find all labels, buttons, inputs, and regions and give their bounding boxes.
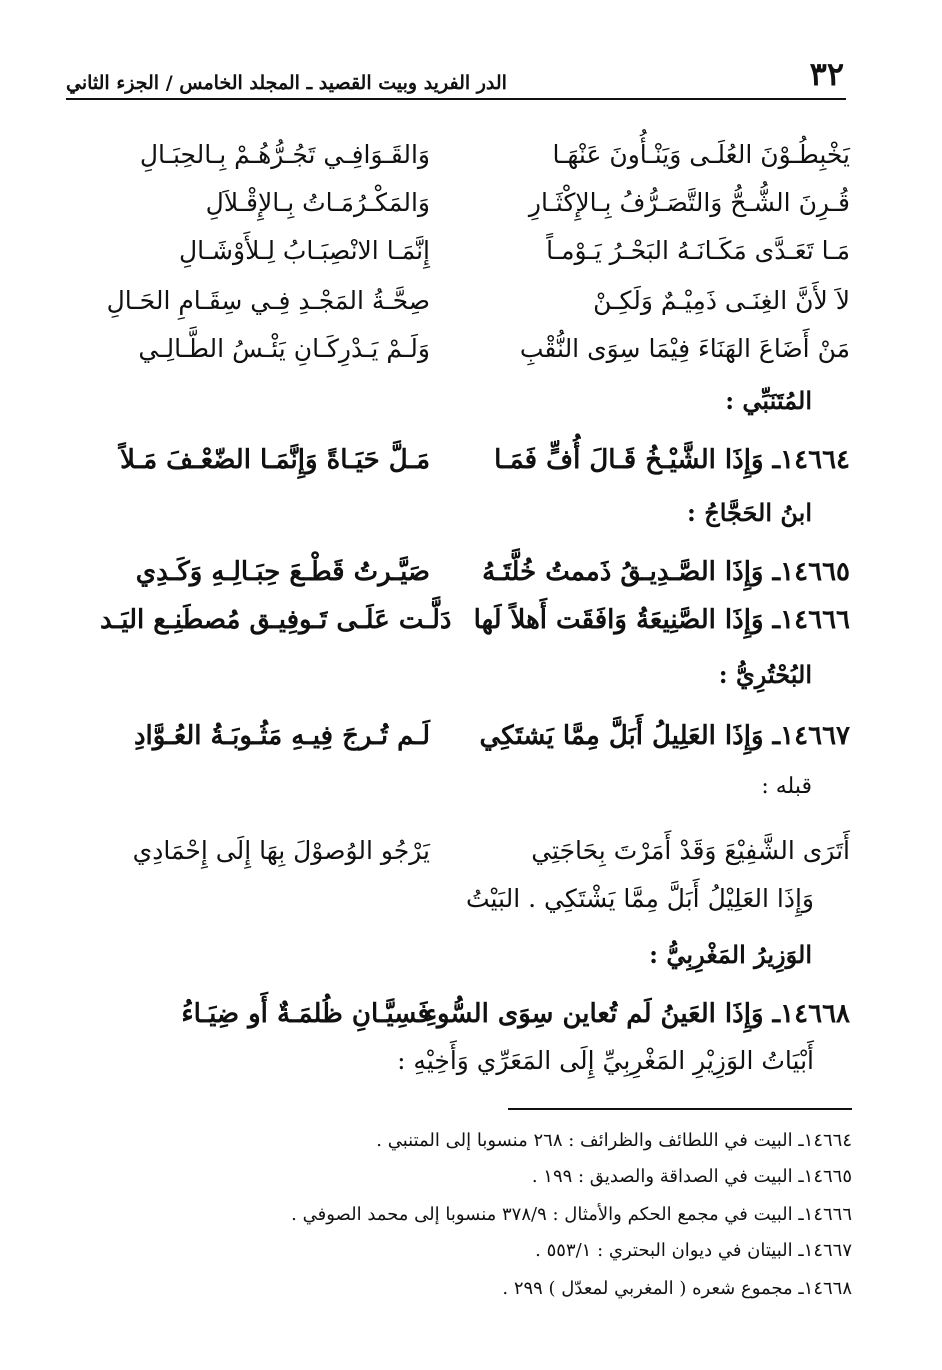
footnote: ١٤٦٦٧ـ البيتان في ديوان البحتري : ٥٥٣/١ .: [535, 1240, 852, 1261]
first-hemistich: مَـا تَعَـدَّى مَكَـانَـهُ البَحْـرُ يَـوْمـاً: [546, 235, 850, 265]
first-hemistich: ١٤٦٦٧ـ وَإِذَا العَلِيلُ أَبَلَّ مِمَّا يَشتَكِي: [479, 721, 850, 751]
second-hemistich: لَـم تُـرجَ فِيـهِ مَثُـوبَـةُ العُـوَّادِ: [133, 721, 430, 751]
second-hemistich: مَـلَّ حَيَـاةً وَإِنَّمَـا الضّعْـفَ مَـلاً: [120, 445, 430, 475]
verse-line: [100, 328, 850, 368]
verse-14666: [100, 600, 850, 640]
verse-line: [100, 230, 850, 270]
first-hemistich: لاَ لأَنَّ الغِنَـى ذَمِيْـمٌ وَلَكِـنْ: [593, 285, 850, 315]
footnote: ١٤٦٦٦ـ البيت في مجمع الحكم والأمثال : ٣٧٨/٩ منسوبا إلى محمد الصوفي .: [291, 1204, 852, 1225]
second-hemistich: يَرْجُو الوُصوْلَ بِهَا إِلَى إِحْمَادِي: [132, 835, 430, 865]
verse-line: [100, 280, 850, 320]
running-title: الدر الفريد وبيت القصيد ـ المجلد الخامس / الجزء الثاني: [66, 72, 507, 94]
before-label: قبله :: [761, 774, 812, 799]
verse-14668: [100, 994, 850, 1034]
closing-line: أَبْيَاتُ الوَزِيْرِ المَغْرِبِيِّ إِلَى المَعَرِّي وَأَخِيْهِ :: [397, 1046, 814, 1075]
second-hemistich: دَلَّـت عَلَـى تَـوفِيـق مُصطَنِـع اليَـد: [100, 605, 452, 635]
first-hemistich: ١٤٦٦٨ـ وَإِذَا العَينُ لَم تُعاين سِوَى السُّوءِ: [424, 999, 850, 1029]
second-hemistich: وَلَـمْ يَـدْرِكَـانِ يَئْـسُ الطَّـالِـي: [138, 333, 430, 363]
second-hemistich: صِحَّـةُ المَجْـدِ فِـي سِقَـامِ الحَـالِ: [106, 285, 430, 315]
footnote: ١٤٦٦٨ـ مجموع شعره ( المغربي لمعدّل ) ٢٩٩ .: [502, 1278, 852, 1299]
second-hemistich: إِنَّمَـا الانْصِبَـابُ لِـلأَوْشَـالِ: [178, 235, 430, 265]
first-hemistich: قُـرِنَ الشُّـحُّ وَالتَّصَـرُّفُ بِـالإِكْثَـارِ: [528, 187, 850, 217]
footnote-divider: [508, 1108, 852, 1110]
second-hemistich: وَالمَكْـرُمَـاتُ بِـالإِقْـلاَلِ: [205, 187, 430, 217]
second-hemistich: صَيَّـرتُ قَطْـعَ حِبَـالِـهِ وَكَـدِي: [135, 557, 430, 587]
poet-heading: الوَزِيرُ المَغْرِبِيُّ :: [649, 940, 812, 969]
first-hemistich: أَتَرَى الشَّفِيْعَ وَقَدْ أَمَرْتَ بِحَاجَتِي: [531, 835, 850, 865]
verse-line: [100, 134, 850, 174]
poet-heading: المُتَنَبِّي :: [725, 386, 812, 415]
footnote: ١٤٦٦٤ـ البيت في اللطائف والظرائف : ٢٦٨ منسوبا إلى المتنبي .: [376, 1130, 852, 1151]
first-hemistich: مَنْ أَضَاعَ الهَنَاءَ فِيْمَا سِوَى النُّقْبِ: [519, 333, 850, 363]
poet-heading: البُحْتُرِيُّ :: [718, 660, 812, 689]
verse-14665: [100, 552, 850, 592]
first-hemistich: ١٤٦٦٦ـ وَإِذَا الصَّنِيعَةُ وَافَقَت أَهلاً لَها: [473, 605, 850, 635]
verse-14667: [100, 716, 850, 756]
verse-line: [100, 182, 850, 222]
footnote: ١٤٦٦٥ـ البيت في الصداقة والصديق : ١٩٩ .: [531, 1166, 852, 1187]
page-number: ٣٢: [809, 55, 844, 93]
first-hemistich: ١٤٦٦٤ـ وَإِذَا الشَّيْـخُ قَـالَ أُفٍّ فَمَـا: [494, 445, 850, 475]
first-hemistich: ١٤٦٦٥ـ وَإِذَا الصَّـدِيـقُ ذَممتُ خُلَّتَـهُ: [482, 557, 850, 587]
context-line: وَإِذَا العَلِيْلُ أَبَلَّ مِمَّا يَشْتَكِي . البَيْتُ: [465, 884, 814, 913]
poet-heading: ابنُ الحَجَّاجُ :: [687, 498, 812, 527]
page-header: [66, 52, 846, 100]
second-hemistich: فَسِيَّـانِ ظُلمَـةٌ أَو ضِيَـاءُ: [181, 999, 430, 1029]
verse-14664: [100, 440, 850, 480]
first-hemistich: يَخْبِطُـوْنَ العُلَـى وَيَنْـأُونَ عَنْهَـا: [552, 139, 850, 169]
context-verse: [100, 830, 850, 870]
second-hemistich: وَالقَـوَافِـي تَجُـرُّهُـمْ بِـالحِبَـالِ: [139, 139, 430, 169]
